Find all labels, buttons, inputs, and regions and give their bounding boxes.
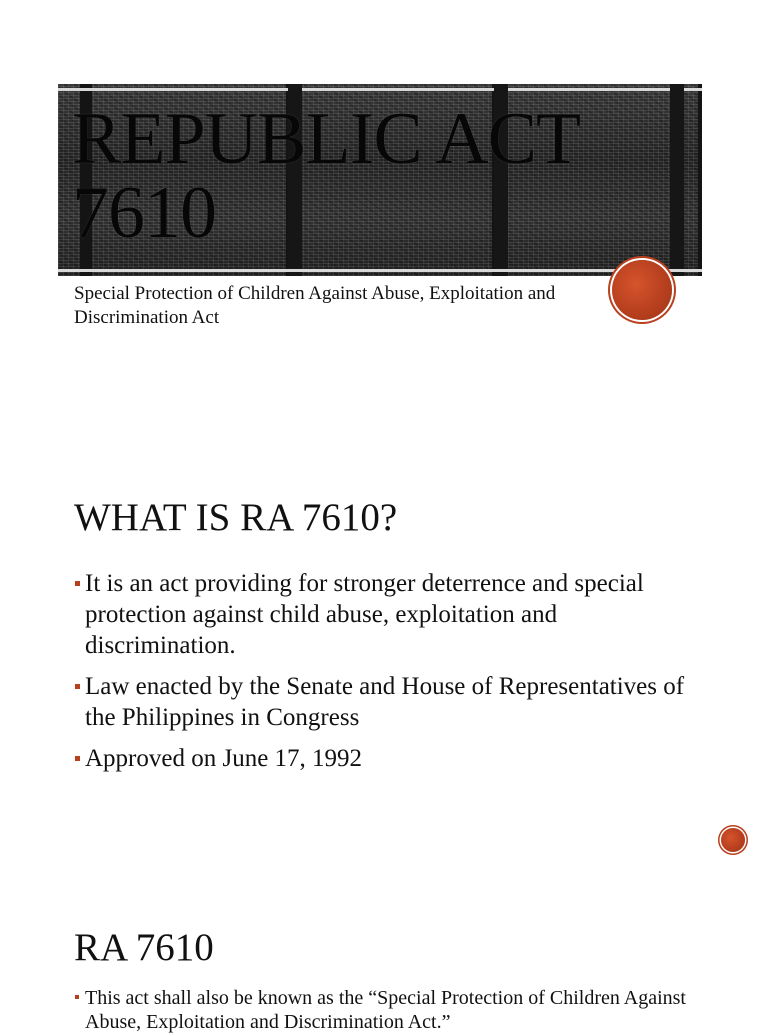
- list-item: [74, 671, 694, 733]
- square-bullet-icon: [75, 581, 80, 586]
- title-slide: [0, 0, 768, 400]
- square-bullet-icon: [75, 995, 79, 999]
- orange-circle-icon: [612, 260, 672, 320]
- square-bullet-icon: [75, 684, 80, 689]
- list-item: [74, 568, 694, 661]
- slide-heading: WHAT IS RA 7610?: [74, 496, 398, 539]
- list-item: [74, 743, 694, 774]
- bullet-text: It is an act providing for stronger deterrence and special protection against child abuse, exploitation and discrimination.: [85, 570, 644, 659]
- slide-heading: RA 7610: [74, 926, 214, 969]
- slide-title: REPUBLIC ACT 7610: [72, 98, 579, 254]
- banner-top-line: [58, 88, 702, 91]
- slide-subtitle: Special Protection of Children Against Abuse, Exploitation and Discrimination Act: [74, 283, 556, 328]
- bullet-text: This act shall also be known as the “Special Protection of Children Against Abuse, Exploitation and Discrimination Act.”: [85, 987, 686, 1033]
- bullet-list: [74, 568, 694, 784]
- title-banner: [58, 84, 702, 276]
- bullet-text: Law enacted by the Senate and House of Representatives of the Philippines in Congress: [85, 673, 685, 731]
- list-item: [74, 986, 714, 1034]
- bullet-list: [74, 986, 714, 1034]
- bullet-text: Approved on June 17, 1992: [85, 745, 363, 772]
- banner-bottom-line: [58, 269, 702, 272]
- square-bullet-icon: [75, 756, 80, 761]
- orange-circle-icon: [721, 828, 745, 852]
